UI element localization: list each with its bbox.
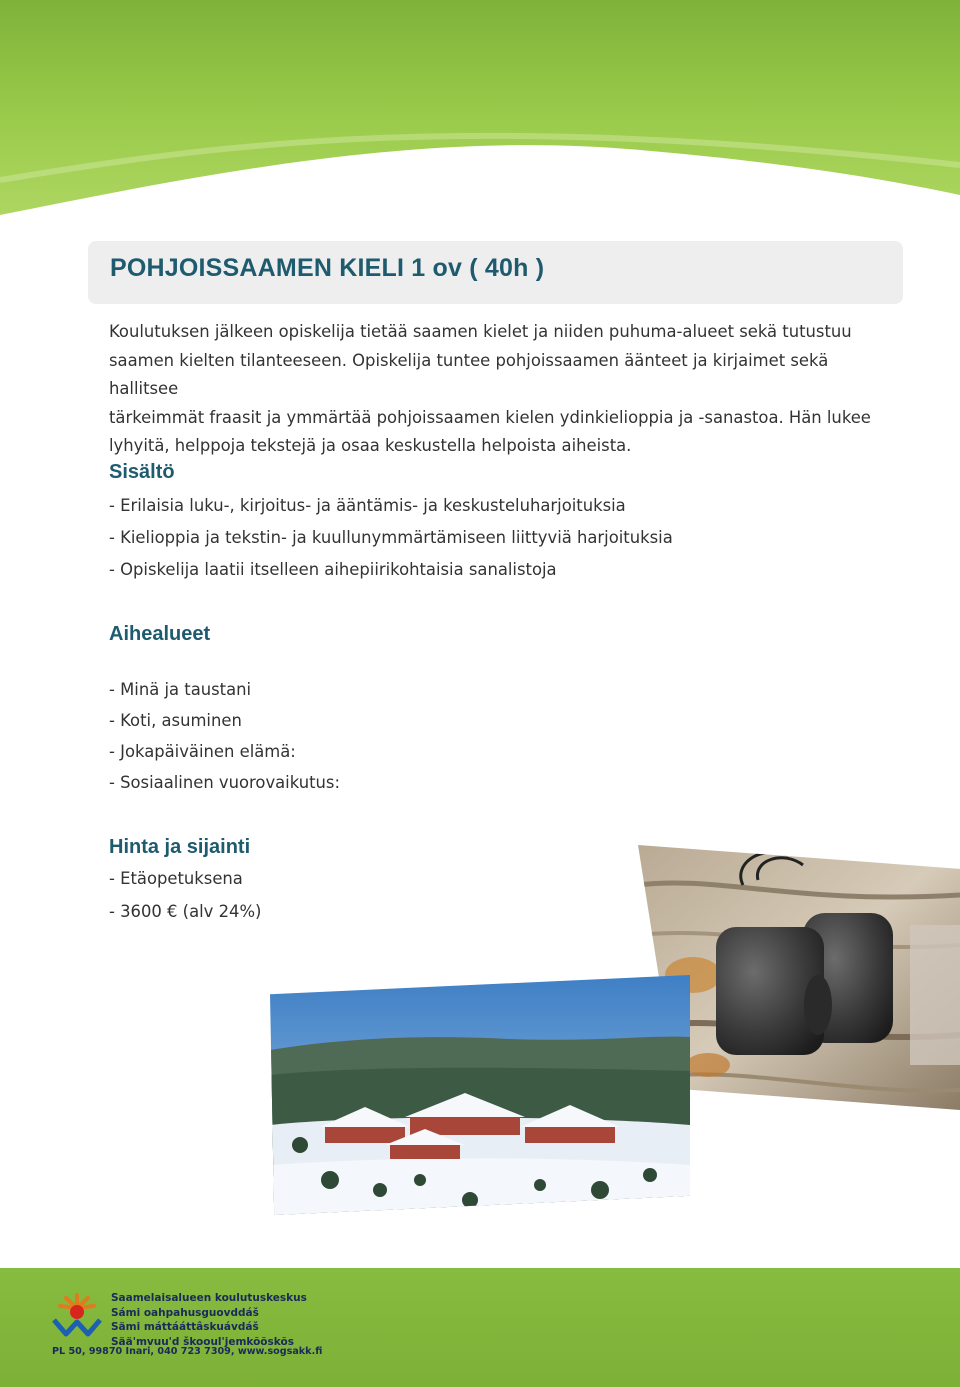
hinta-heading: Hinta ja sijainti: [109, 836, 251, 858]
list-item: - Jokapäiväinen elämä:: [109, 742, 296, 761]
header-band: [0, 0, 960, 260]
list-item: - Sosiaalinen vuorovaikutus:: [109, 773, 340, 792]
org-name-line: Sää'mvuu'd škooul'jemkõõskõs: [111, 1335, 294, 1348]
list-item: - Minä ja taustani: [109, 680, 252, 699]
list-item: - Kielioppia ja tekstin- ja kuullunymmärtämiseen liittyviä harjoituksia: [109, 528, 673, 547]
intro-line: lyhyitä, helppoja tekstejä ja osaa keskustella helpoista aiheista.: [109, 436, 632, 455]
photo-school-aerial: [270, 975, 690, 1215]
org-name-line: Sämi máttááttâskuávdáš: [111, 1321, 259, 1333]
contact-address: PL 50, 99870 Inari, 040 723 7309, www.sogsakk.fi: [52, 1346, 323, 1357]
org-name-line: Sámi oahpahusguovddáš: [111, 1306, 259, 1319]
title-box: [88, 241, 903, 304]
intro-paragraph: [109, 318, 899, 461]
sisalto-heading: Sisältö: [109, 461, 175, 483]
org-name-line: Saamelaisalueen koulutuskeskus: [111, 1292, 307, 1304]
sisalto-list: [109, 496, 673, 592]
list-item: - Opiskelija laatii itselleen aihepiirikohtaisia sanalistoja: [109, 560, 557, 579]
intro-line: saamen kielten tilanteeseen. Opiskelija tuntee pohjoissaamen äänteet ja kirjaimet sekä hallitsee: [109, 350, 829, 398]
hinta-list: [109, 869, 261, 935]
list-item: - Erilaisia luku-, kirjoitus- ja ääntämis- ja keskusteluharjoituksia: [109, 496, 626, 515]
list-item: - Etäopetuksena: [109, 869, 243, 888]
aihealueet-heading: Aihealueet: [109, 623, 211, 645]
organization-names: [111, 1291, 307, 1349]
footer-band: [0, 1268, 960, 1387]
list-item: - 3600 € (alv 24%): [109, 902, 262, 921]
header-wave: [0, 0, 960, 260]
page-title: POHJOISSAAMEN KIELI 1 ov ( 40h ): [110, 254, 545, 282]
list-item: - Koti, asuminen: [109, 711, 242, 730]
sun-person-logo-icon: [48, 1290, 106, 1346]
intro-line: tärkeimmät fraasit ja ymmärtää pohjoissaamen kielen ydinkielioppia ja -sanastoa. Hän lukee: [109, 407, 871, 427]
aihealueet-list: [109, 680, 340, 804]
intro-line: Koulutuksen jälkeen opiskelija tietää saamen kielet ja niiden puhuma-alueet sekä tutustuu: [109, 322, 852, 341]
